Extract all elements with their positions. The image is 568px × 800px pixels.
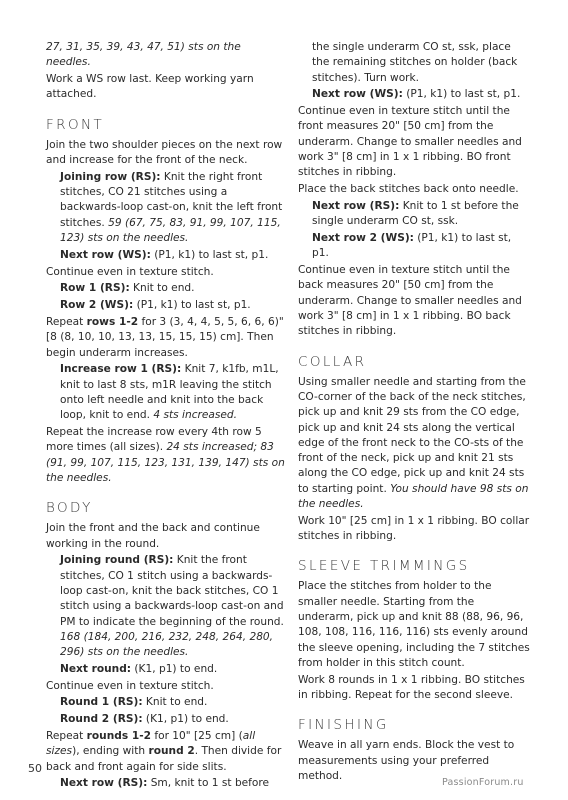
section-heading-front: FRONT bbox=[46, 116, 105, 133]
right-column bbox=[298, 40, 530, 786]
section-heading-collar: COLLAR bbox=[298, 353, 367, 370]
place-back-instruction: Place the back stitches back onto needle. bbox=[298, 183, 519, 196]
collar-instruction: Using smaller needle and starting from the CO-corner of the back of the neck stitches, pick up and knit 29 sts from the CO edge, pick up and knit 24 sts along the vertical edge of the front neck to the CO-sts of the front of the neck, pick up and knit 21 sts along the CO edge, pick up and knit 24 sts to starting point. You should have 98 sts on the needles. bbox=[298, 375, 529, 511]
front-intro: Join the two shoulder pieces on the next row and increase for the front of the neck. bbox=[46, 138, 283, 166]
row1-instruction: Row 1 (RS): Knit to end. bbox=[60, 282, 195, 295]
section-heading-finishing: FINISHING bbox=[298, 717, 389, 734]
body-continue-texture: Continue even in texture stitch. bbox=[46, 679, 214, 692]
increase-row-instruction: Increase row 1 (RS): Knit 7, k1fb, m1L, knit to last 8 sts, m1R leaving the stitch onto left needle and knit into the back loop, knit to end. 4 sts increased. bbox=[60, 363, 279, 422]
body-intro: Join the front and the back and continue working in the round. bbox=[46, 522, 260, 550]
left-column bbox=[46, 40, 286, 793]
sleeve-instruction: Place the stitches from holder to the smaller needle. Starting from the underarm, pick up and knit 88 (88, 96, 96, 108, 108, 116, 116, 116) sts evenly around the sleeve opening, including the 7 stitches from holder in this stitch count. bbox=[298, 580, 530, 669]
repeat-rows-instruction: Repeat rows 1-2 for 3 (3, 4, 4, 5, 5, 6, 6, 6)" [8 (8, 10, 10, 13, 13, 15, 15, 15) cm]. Then begin underarm increases. bbox=[46, 315, 284, 359]
next-row-instruction: Next row (WS): (P1, k1) to last st, p1. bbox=[60, 248, 269, 261]
continue-texture: Continue even in texture stitch. bbox=[46, 265, 214, 278]
collar-ribbing-instruction: Work 10" [25 cm] in 1 x 1 ribbing. BO collar stitches in ribbing. bbox=[298, 514, 530, 543]
page-number: 50 bbox=[28, 762, 42, 775]
body-next-row-instruction: Next row (RS): Sm, knit to 1 st before bbox=[60, 777, 270, 790]
watermark: PassionForum.ru bbox=[442, 777, 524, 788]
joining-round-instruction: Joining round (RS): Knit the front stitches, CO 1 stitch using a backwards-loop cast-on, knit the back stitches, CO 1 stitch using a backwards-loop cast-on and PM to indicate the beginning of the round. 168 (184, 200, 216, 232, 248, 264, 280, 296) sts on the needles. bbox=[60, 554, 284, 659]
next-round-instruction: Next round: (K1, p1) to end. bbox=[60, 662, 218, 675]
section-heading-sleeve-trimmings: SLEEVE TRIMMINGS bbox=[298, 558, 470, 575]
back-next-row-2: Next row 2 (WS): (P1, k1) to last st, p1. bbox=[312, 232, 512, 260]
sleeve-ribbing-instruction: Work 8 rounds in 1 x 1 ribbing. BO stitches in ribbing. Repeat for the second sleeve. bbox=[298, 673, 525, 701]
section-heading-body: BODY bbox=[46, 500, 93, 517]
repeat-increase-instruction: Repeat the increase row every 4th row 5 more times (all sizes). 24 sts increased; 83 (91, 99, 107, 115, 123, 131, 139, 147) sts on the needles. bbox=[46, 426, 285, 484]
right-next-row-instruction: Next row (WS): (P1, k1) to last st, p1. bbox=[312, 88, 521, 101]
finishing-instruction: Weave in all yarn ends. Block the vest to measurements using your preferred method. bbox=[298, 739, 515, 782]
joining-row-instruction: Joining row (RS): Knit the right front stitches, CO 21 stitches using a backwards-loop cast-on, knit the left front stitches. 59 (67, 75, 83, 91, 99, 107, 115, 123) sts on the needles. bbox=[60, 170, 283, 244]
back-finish-instruction: Continue even in texture stitch until the back measures 20" [50 cm] from the underarm. Change to smaller needles and work 3" [8 cm] in 1 x 1 ribbing. BO back stitches in ribbing. bbox=[298, 264, 522, 338]
back-next-row-1: Next row (RS): Knit to 1 st before the single underarm CO st, ssk. bbox=[312, 199, 519, 228]
repeat-rounds-instruction: Repeat rounds 1-2 for 10" [25 cm] (all sizes), ending with round 2. Then divide for back and front again for side slits. bbox=[46, 730, 282, 773]
front-finish-instruction: Continue even in texture stitch until the front measures 20" [50 cm] from the underarm. Change to smaller needles and work 3" [8 cm] in 1 x 1 ribbing. BO front stitches in ribbing. bbox=[298, 105, 522, 179]
intro-line-2: Work a WS row last. Keep working yarn attached. bbox=[46, 73, 254, 101]
row2-instruction: Row 2 (WS): (P1, k1) to last st, p1. bbox=[60, 299, 251, 312]
round1-instruction: Round 1 (RS): Knit to end. bbox=[60, 696, 208, 709]
round2-instruction: Round 2 (RS): (K1, p1) to end. bbox=[60, 713, 229, 726]
continued-instruction: the single underarm CO st, ssk, place the remaining stitches on holder (back stitches). Turn work. bbox=[312, 41, 518, 84]
intro-line-1: 27, 31, 35, 39, 43, 47, 51) sts on the needles. bbox=[46, 41, 241, 69]
